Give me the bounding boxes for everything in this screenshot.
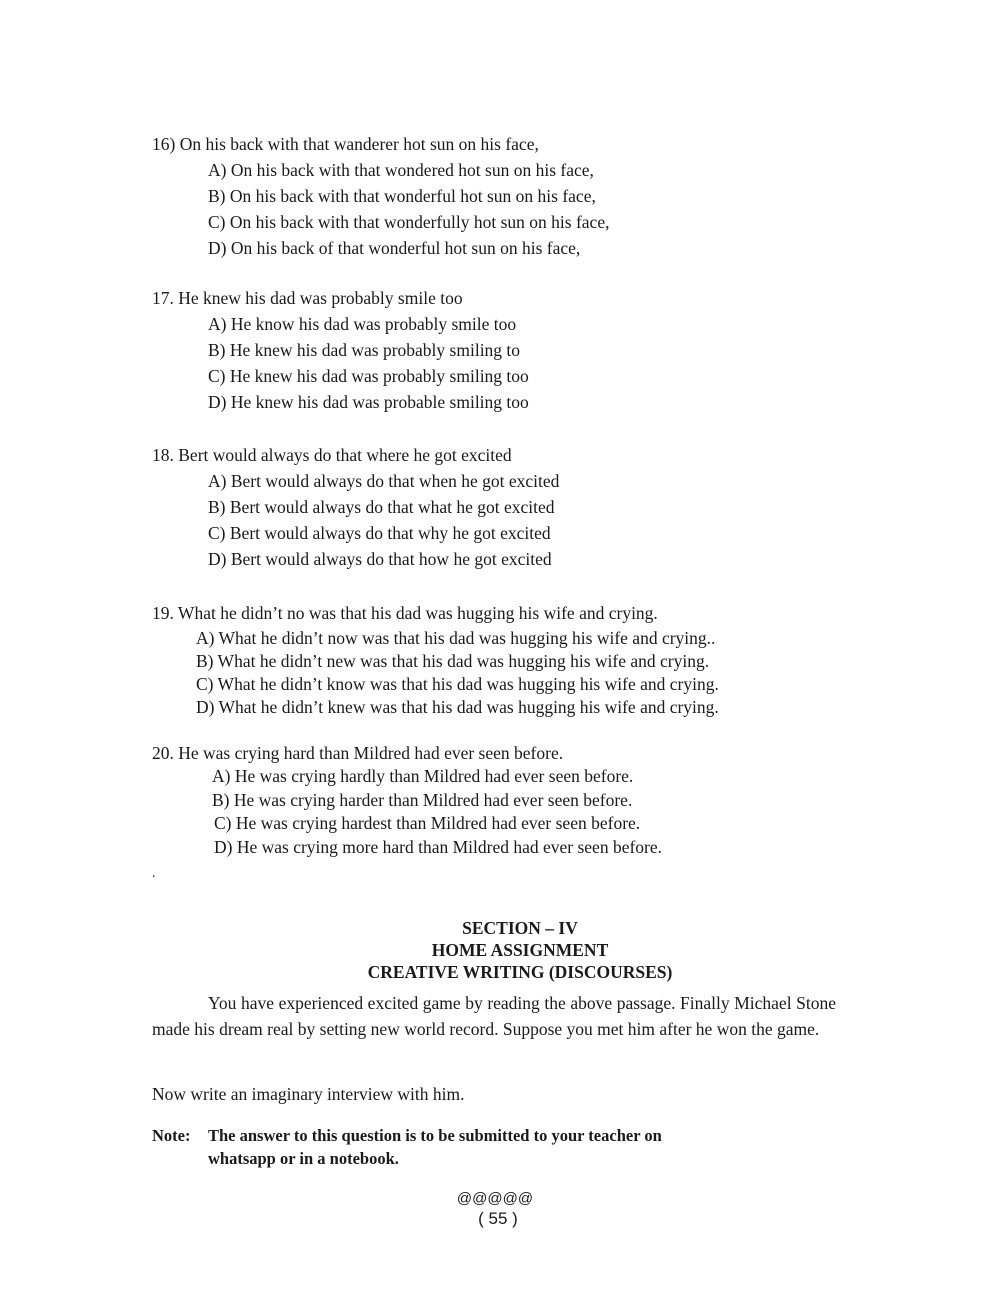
option-b: B) Bert would always do that what he got excited — [208, 497, 555, 517]
question-19 — [152, 600, 872, 719]
assignment-instruction: Now write an imaginary interview with him. — [152, 1084, 465, 1104]
option-d: D) What he didn’t knew was that his dad was hugging his wife and crying. — [196, 697, 719, 717]
question-stem: 16) On his back with that wanderer hot sun on his face, — [152, 134, 539, 154]
question-stem: 19. What he didn’t no was that his dad was hugging his wife and crying. — [152, 603, 658, 623]
option-b: B) What he didn’t new was that his dad was hugging his wife and crying. — [196, 651, 710, 671]
option-c: C) He was crying hardest than Mildred had ever seen before. — [214, 813, 641, 833]
section-subtitle: HOME ASSIGNMENT — [431, 940, 609, 960]
option-b: B) On his back with that wonderful hot sun on his face, — [208, 186, 596, 206]
page-number: ( 55 ) — [478, 1209, 518, 1228]
option-d: D) On his back of that wonderful hot sun on his face, — [208, 238, 581, 258]
option-d: D) He was crying more hard than Mildred had ever seen before. — [214, 836, 663, 857]
option-a: A) Bert would always do that when he got excited — [208, 471, 560, 491]
option-c: C) On his back with that wonderfully hot sun on his face, — [208, 212, 610, 232]
option-a: A) He know his dad was probably smile too — [208, 314, 517, 334]
option-c: C) Bert would always do that why he got excited — [208, 523, 551, 543]
option-a: A) He was crying hardly than Mildred had ever seen before. — [212, 766, 634, 786]
option-d: D) He knew his dad was probable smiling too — [208, 392, 529, 412]
question-stem: 17. He knew his dad was probably smile too — [152, 288, 463, 308]
question-16 — [152, 131, 872, 261]
footer-symbols: @@@@@ — [456, 1190, 534, 1207]
submission-note — [152, 1124, 852, 1170]
option-b: B) He knew his dad was probably smiling to — [208, 340, 521, 360]
stray-mark: . — [152, 866, 156, 881]
note-text-1: The answer to this question is to be submitted to your teacher on — [208, 1126, 662, 1145]
question-stem: 20. He was crying hard than Mildred had ever seen before. — [152, 743, 564, 763]
option-c: C) He knew his dad was probably smiling too — [208, 366, 529, 386]
question-stem: 18. Bert would always do that where he got excited — [152, 445, 512, 465]
option-d: D) Bert would always do that how he got excited — [208, 549, 552, 569]
option-b: B) He was crying harder than Mildred had ever seen before. — [212, 789, 633, 810]
option-a: A) What he didn’t now was that his dad was hugging his wife and crying.. — [196, 628, 716, 648]
option-a: A) On his back with that wondered hot sun on his face, — [208, 160, 594, 180]
assignment-paragraph: You have experienced excited game by reading the above passage. Finally Michael Stone made his dream real by setting new world record. Suppose you met him after he won the game. — [152, 993, 836, 1039]
note-label: Note: — [152, 1126, 191, 1145]
question-17 — [152, 285, 872, 415]
question-20 — [152, 741, 872, 859]
section-title: SECTION – IV — [462, 918, 578, 938]
option-c: C) What he didn’t know was that his dad was hugging his wife and crying. — [196, 674, 719, 694]
note-line-1 — [152, 1124, 852, 1147]
question-18 — [152, 442, 872, 572]
section-heading: CREATIVE WRITING (DISCOURSES) — [367, 962, 673, 982]
note-text-2: whatsapp or in a notebook. — [208, 1149, 399, 1168]
